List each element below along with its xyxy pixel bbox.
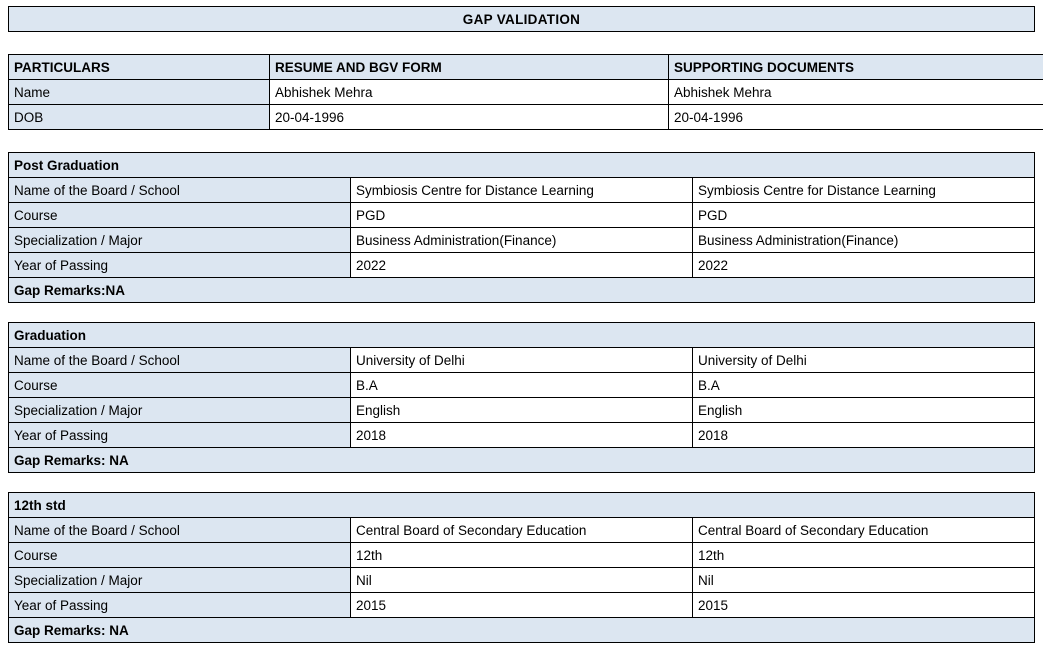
gap-remarks-row: [9, 278, 1035, 303]
row-label-course: Course: [9, 203, 351, 228]
table-row: [9, 543, 1035, 568]
particulars-table: [8, 54, 1043, 130]
row-value-specialization-supporting: Nil: [693, 568, 1035, 593]
table-row: [9, 253, 1035, 278]
table-row: [9, 80, 1043, 105]
row-value-board-supporting: Symbiosis Centre for Distance Learning: [693, 178, 1035, 203]
row-value-course-supporting: 12th: [693, 543, 1035, 568]
row-value-course-supporting: PGD: [693, 203, 1035, 228]
row-label-year: Year of Passing: [9, 593, 351, 618]
table-row: [9, 518, 1035, 543]
row-value-board-supporting: University of Delhi: [693, 348, 1035, 373]
row-value-board-supporting: Central Board of Secondary Education: [693, 518, 1035, 543]
row-value-specialization-resume: Business Administration(Finance): [351, 228, 693, 253]
row-value-specialization-supporting: English: [693, 398, 1035, 423]
spacer-after-post-graduation: [8, 303, 1035, 322]
row-value-name-resume: Abhishek Mehra: [270, 80, 669, 105]
section-title-graduation: Graduation: [9, 323, 1035, 348]
column-header-particulars: PARTICULARS: [9, 55, 270, 80]
column-header-resume: RESUME AND BGV FORM: [270, 55, 669, 80]
row-value-course-resume: PGD: [351, 203, 693, 228]
row-value-board-resume: Central Board of Secondary Education: [351, 518, 693, 543]
spacer-after-particulars: [8, 130, 1035, 152]
table-row: [9, 398, 1035, 423]
page-title: GAP VALIDATION: [9, 7, 1035, 32]
row-value-board-resume: Symbiosis Centre for Distance Learning: [351, 178, 693, 203]
section-post-graduation: [8, 152, 1035, 303]
section-12th-std: [8, 492, 1035, 643]
gap-remarks-12th-std: Gap Remarks: NA: [9, 618, 1035, 643]
section-title-row: [9, 323, 1035, 348]
row-label-board: Name of the Board / School: [9, 348, 351, 373]
document-title-table: [8, 6, 1035, 32]
row-value-year-resume: 2018: [351, 423, 693, 448]
row-label-year: Year of Passing: [9, 423, 351, 448]
row-value-dob-supporting: 20-04-1996: [669, 105, 1043, 130]
section-title-12th-std: 12th std: [9, 493, 1035, 518]
row-label-year: Year of Passing: [9, 253, 351, 278]
row-value-board-resume: University of Delhi: [351, 348, 693, 373]
row-value-name-supporting: Abhishek Mehra: [669, 80, 1043, 105]
row-label-course: Course: [9, 373, 351, 398]
section-title-post-graduation: Post Graduation: [9, 153, 1035, 178]
row-value-year-resume: 2015: [351, 593, 693, 618]
gap-remarks-row: [9, 618, 1035, 643]
table-row: [9, 373, 1035, 398]
row-label-specialization: Specialization / Major: [9, 568, 351, 593]
gap-remarks-graduation: Gap Remarks: NA: [9, 448, 1035, 473]
table-row: [9, 568, 1035, 593]
row-label-dob: DOB: [9, 105, 270, 130]
row-value-year-resume: 2022: [351, 253, 693, 278]
row-label-board: Name of the Board / School: [9, 178, 351, 203]
table-row: [9, 348, 1035, 373]
particulars-header-row: [9, 55, 1043, 80]
row-value-year-supporting: 2018: [693, 423, 1035, 448]
section-graduation: [8, 322, 1035, 473]
column-header-supporting: SUPPORTING DOCUMENTS: [669, 55, 1043, 80]
spacer-after-title: [8, 32, 1035, 54]
table-row: [9, 593, 1035, 618]
row-label-course: Course: [9, 543, 351, 568]
row-value-course-resume: B.A: [351, 373, 693, 398]
row-label-board: Name of the Board / School: [9, 518, 351, 543]
gap-remarks-post-graduation: Gap Remarks:NA: [9, 278, 1035, 303]
row-label-specialization: Specialization / Major: [9, 228, 351, 253]
row-value-course-resume: 12th: [351, 543, 693, 568]
table-row: [9, 105, 1043, 130]
gap-remarks-row: [9, 448, 1035, 473]
row-value-year-supporting: 2022: [693, 253, 1035, 278]
row-value-dob-resume: 20-04-1996: [270, 105, 669, 130]
section-title-row: [9, 153, 1035, 178]
table-row: [9, 203, 1035, 228]
table-row: [9, 423, 1035, 448]
row-value-specialization-resume: English: [351, 398, 693, 423]
table-row: [9, 178, 1035, 203]
table-row: [9, 228, 1035, 253]
document-title-row: [9, 7, 1035, 32]
spacer-after-graduation: [8, 473, 1035, 492]
row-label-specialization: Specialization / Major: [9, 398, 351, 423]
section-title-row: [9, 493, 1035, 518]
row-value-specialization-supporting: Business Administration(Finance): [693, 228, 1035, 253]
row-value-year-supporting: 2015: [693, 593, 1035, 618]
row-label-name: Name: [9, 80, 270, 105]
row-value-specialization-resume: Nil: [351, 568, 693, 593]
row-value-course-supporting: B.A: [693, 373, 1035, 398]
